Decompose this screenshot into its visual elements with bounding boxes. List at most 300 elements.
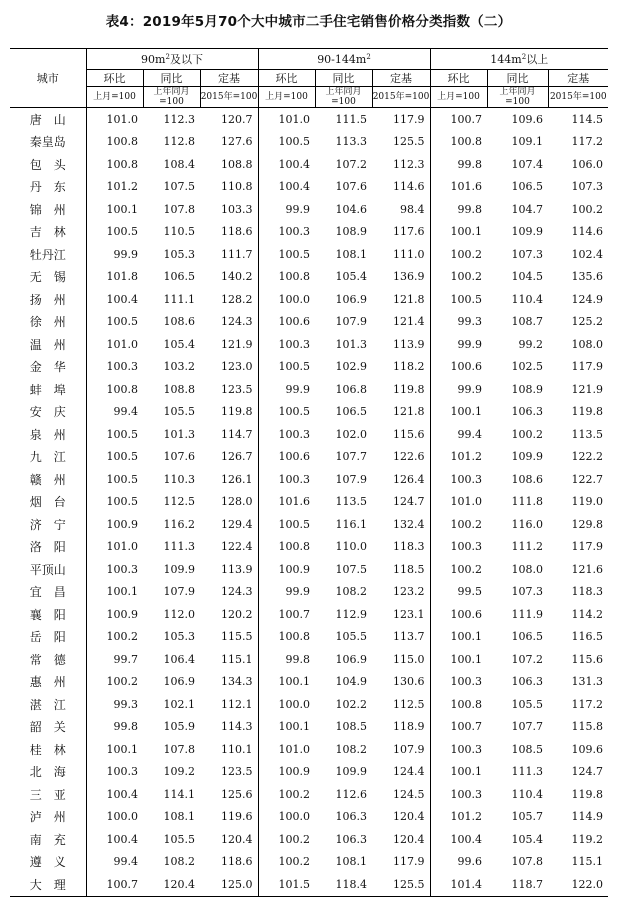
index-value: 99.7 bbox=[86, 648, 143, 671]
index-value: 100.4 bbox=[86, 828, 143, 851]
city-name: 洛 阳 bbox=[29, 540, 66, 555]
index-value: 110.8 bbox=[221, 180, 253, 194]
table-row bbox=[10, 108, 608, 131]
table-title: 表4：2019年5月70个大中城市二手住宅销售价格分类指数（二） bbox=[105, 14, 512, 30]
index-value: 116.1 bbox=[335, 517, 367, 531]
index-value: 118.3 bbox=[571, 585, 603, 599]
index-value: 110.3 bbox=[163, 472, 195, 486]
index-value: 102.0 bbox=[335, 427, 367, 441]
index-value: 111.0 bbox=[393, 247, 425, 261]
index-value: 102.1 bbox=[163, 697, 195, 711]
index-value: 124.3 bbox=[221, 585, 253, 599]
index-value: 108.0 bbox=[511, 562, 543, 576]
index-value: 113.3 bbox=[335, 135, 367, 149]
index-value: 121.4 bbox=[393, 315, 425, 329]
index-value: 100.3 bbox=[86, 558, 143, 581]
index-value: 113.9 bbox=[221, 562, 253, 576]
index-value: 109.9 bbox=[511, 450, 543, 464]
index-value: 101.6 bbox=[258, 491, 315, 514]
index-value: 120.4 bbox=[393, 832, 425, 846]
index-value: 99.8 bbox=[430, 198, 487, 221]
sub-header-mom: 环比 bbox=[430, 70, 487, 87]
index-value: 120.4 bbox=[143, 873, 200, 896]
base-header-yoy: 上年同月=100 bbox=[487, 87, 548, 108]
city-name: 桂 林 bbox=[29, 742, 66, 757]
index-value: 110.0 bbox=[335, 540, 367, 554]
table-row bbox=[10, 738, 608, 761]
index-value: 106.3 bbox=[335, 832, 367, 846]
index-value: 107.9 bbox=[393, 742, 425, 756]
sub-header-base: 定基 bbox=[372, 70, 430, 87]
table-row bbox=[10, 851, 608, 874]
index-value: 100.5 bbox=[258, 513, 315, 536]
index-value: 118.3 bbox=[393, 540, 425, 554]
city-name: 赣 州 bbox=[29, 472, 66, 487]
index-value: 99.8 bbox=[430, 153, 487, 176]
index-value: 100.3 bbox=[86, 761, 143, 784]
index-value: 119.8 bbox=[571, 787, 603, 801]
index-value: 107.8 bbox=[163, 202, 195, 216]
index-value: 118.6 bbox=[221, 225, 253, 239]
index-value: 123.2 bbox=[393, 585, 425, 599]
index-value: 105.9 bbox=[163, 720, 195, 734]
table-row bbox=[10, 513, 608, 536]
index-value: 100.2 bbox=[258, 783, 315, 806]
index-value: 135.6 bbox=[571, 270, 603, 284]
index-value: 104.7 bbox=[511, 202, 543, 216]
index-value: 100.2 bbox=[258, 851, 315, 874]
index-value: 101.0 bbox=[258, 738, 315, 761]
index-value: 118.6 bbox=[221, 855, 253, 869]
index-value: 118.2 bbox=[393, 360, 425, 374]
base-header-mom: 上月=100 bbox=[258, 87, 315, 108]
index-value: 124.5 bbox=[393, 787, 425, 801]
city-name: 金 华 bbox=[29, 360, 66, 375]
index-value: 131.3 bbox=[571, 675, 603, 689]
index-value: 113.5 bbox=[335, 495, 367, 509]
index-value: 100.7 bbox=[430, 108, 487, 131]
index-value: 112.9 bbox=[335, 607, 367, 621]
index-value: 122.2 bbox=[571, 450, 603, 464]
index-value: 124.3 bbox=[221, 315, 253, 329]
index-value: 99.9 bbox=[258, 581, 315, 604]
index-value: 132.4 bbox=[393, 517, 425, 531]
index-value: 103.2 bbox=[163, 360, 195, 374]
index-value: 100.8 bbox=[430, 131, 487, 154]
index-value: 114.3 bbox=[221, 720, 253, 734]
city-name: 泉 州 bbox=[29, 427, 66, 442]
index-value: 110.4 bbox=[511, 292, 543, 306]
index-value: 122.6 bbox=[393, 450, 425, 464]
index-value: 102.4 bbox=[571, 247, 603, 261]
index-value: 101.0 bbox=[86, 108, 143, 131]
sub-header-mom: 环比 bbox=[258, 70, 315, 87]
index-value: 100.1 bbox=[430, 761, 487, 784]
table-row bbox=[10, 828, 608, 851]
index-value: 100.1 bbox=[430, 401, 487, 424]
index-value: 115.5 bbox=[221, 630, 253, 644]
index-value: 99.9 bbox=[430, 333, 487, 356]
index-value: 126.1 bbox=[221, 472, 253, 486]
table-row bbox=[10, 311, 608, 334]
index-value: 99.6 bbox=[430, 851, 487, 874]
index-value: 100.6 bbox=[430, 356, 487, 379]
index-value: 117.2 bbox=[571, 697, 603, 711]
index-value: 115.8 bbox=[571, 720, 603, 734]
index-value: 104.6 bbox=[335, 202, 367, 216]
city-name: 大 理 bbox=[10, 873, 86, 896]
index-value: 99.8 bbox=[258, 648, 315, 671]
index-value: 107.3 bbox=[511, 247, 543, 261]
index-value: 108.6 bbox=[163, 315, 195, 329]
index-value: 99.9 bbox=[86, 243, 143, 266]
index-value: 104.5 bbox=[511, 270, 543, 284]
index-value: 100.4 bbox=[258, 176, 315, 199]
index-value: 105.5 bbox=[335, 630, 367, 644]
city-name: 吉 林 bbox=[29, 225, 66, 240]
index-value: 101.6 bbox=[430, 176, 487, 199]
index-value: 105.7 bbox=[511, 810, 543, 824]
index-value: 105.3 bbox=[163, 630, 195, 644]
index-value: 100.5 bbox=[86, 423, 143, 446]
index-value: 100.7 bbox=[86, 873, 143, 896]
city-name: 北 海 bbox=[29, 765, 66, 780]
index-value: 99.4 bbox=[86, 401, 143, 424]
table-row bbox=[10, 536, 608, 559]
city-name: 泸 州 bbox=[29, 810, 66, 825]
index-value: 106.5 bbox=[163, 270, 195, 284]
index-value: 113.9 bbox=[393, 337, 425, 351]
table-row bbox=[10, 626, 608, 649]
index-value: 106.5 bbox=[511, 630, 543, 644]
table-row bbox=[10, 873, 608, 896]
table-row bbox=[10, 648, 608, 671]
city-name: 无 锡 bbox=[29, 270, 66, 285]
index-value: 105.4 bbox=[163, 337, 195, 351]
index-value: 107.7 bbox=[335, 450, 367, 464]
index-value: 101.3 bbox=[335, 337, 367, 351]
index-value: 105.5 bbox=[163, 832, 195, 846]
index-value: 114.6 bbox=[393, 180, 425, 194]
index-value: 100.6 bbox=[258, 311, 315, 334]
index-value: 102.9 bbox=[335, 360, 367, 374]
index-value: 107.6 bbox=[163, 450, 195, 464]
index-value: 100.0 bbox=[258, 806, 315, 829]
index-value: 111.1 bbox=[163, 292, 195, 306]
city-name: 牡丹江 bbox=[29, 247, 66, 262]
index-value: 107.6 bbox=[335, 180, 367, 194]
index-value: 130.6 bbox=[393, 675, 425, 689]
index-value: 125.2 bbox=[571, 315, 603, 329]
index-value: 100.8 bbox=[430, 693, 487, 716]
table-row bbox=[10, 131, 608, 154]
index-value: 117.9 bbox=[571, 360, 603, 374]
index-value: 125.5 bbox=[393, 135, 425, 149]
city-name: 蚌 埠 bbox=[29, 382, 66, 397]
index-value: 108.5 bbox=[511, 742, 543, 756]
index-value: 101.2 bbox=[86, 176, 143, 199]
index-value: 110.1 bbox=[221, 742, 253, 756]
index-value: 105.5 bbox=[163, 405, 195, 419]
index-value: 100.3 bbox=[430, 783, 487, 806]
index-value: 119.2 bbox=[571, 832, 603, 846]
index-value: 118.5 bbox=[393, 562, 425, 576]
index-value: 107.3 bbox=[511, 585, 543, 599]
index-value: 108.2 bbox=[163, 855, 195, 869]
city-name: 锦 州 bbox=[29, 202, 66, 217]
index-value: 111.7 bbox=[221, 247, 253, 261]
index-value: 109.6 bbox=[511, 112, 543, 126]
index-value: 100.5 bbox=[86, 221, 143, 244]
index-value: 116.5 bbox=[571, 630, 603, 644]
index-value: 99.4 bbox=[430, 423, 487, 446]
index-value: 100.1 bbox=[430, 648, 487, 671]
index-value: 109.9 bbox=[163, 562, 195, 576]
index-value: 100.0 bbox=[86, 806, 143, 829]
index-value: 114.2 bbox=[571, 607, 603, 621]
city-name: 济 宁 bbox=[29, 517, 66, 532]
index-value: 100.8 bbox=[86, 378, 143, 401]
index-value: 100.3 bbox=[258, 423, 315, 446]
index-value: 101.0 bbox=[258, 108, 315, 131]
index-value: 100.2 bbox=[571, 202, 603, 216]
index-value: 140.2 bbox=[221, 270, 253, 284]
index-value: 108.5 bbox=[335, 720, 367, 734]
index-value: 115.1 bbox=[571, 855, 603, 869]
group-header-small: $90m^2$及以下 bbox=[86, 49, 258, 70]
index-value: 100.3 bbox=[86, 356, 143, 379]
index-value: 107.2 bbox=[511, 652, 543, 666]
index-value: 124.7 bbox=[571, 765, 603, 779]
index-value: 100.1 bbox=[86, 581, 143, 604]
index-value: 106.9 bbox=[163, 675, 195, 689]
index-value: 123.5 bbox=[221, 765, 253, 779]
table-row bbox=[10, 468, 608, 491]
index-value: 106.9 bbox=[335, 292, 367, 306]
index-value: 122.0 bbox=[548, 873, 608, 896]
index-value: 111.2 bbox=[511, 540, 543, 554]
table-row bbox=[10, 378, 608, 401]
index-value: 100.8 bbox=[258, 536, 315, 559]
table-row bbox=[10, 333, 608, 356]
index-value: 128.2 bbox=[221, 292, 253, 306]
base-header-2015: 2015年=100 bbox=[372, 87, 430, 108]
index-value: 114.5 bbox=[571, 112, 603, 126]
index-value: 100.0 bbox=[258, 288, 315, 311]
table-row bbox=[10, 558, 608, 581]
index-value: 115.1 bbox=[221, 652, 253, 666]
city-name: 九 江 bbox=[29, 450, 66, 465]
table-row bbox=[10, 401, 608, 424]
index-value: 106.5 bbox=[335, 405, 367, 419]
table-row bbox=[10, 221, 608, 244]
index-value: 114.6 bbox=[571, 225, 603, 239]
index-value: 116.2 bbox=[163, 517, 195, 531]
base-header-mom: 上月=100 bbox=[86, 87, 143, 108]
index-value: 107.4 bbox=[511, 157, 543, 171]
index-value: 99.9 bbox=[258, 378, 315, 401]
index-value: 100.3 bbox=[258, 333, 315, 356]
index-value: 122.4 bbox=[221, 540, 253, 554]
city-name: 扬 州 bbox=[29, 292, 66, 307]
index-value: 102.5 bbox=[511, 360, 543, 374]
index-value: 117.6 bbox=[393, 225, 425, 239]
index-value: 120.4 bbox=[221, 832, 253, 846]
index-value: 117.9 bbox=[393, 855, 425, 869]
index-value: 107.2 bbox=[335, 157, 367, 171]
index-value: 107.7 bbox=[511, 720, 543, 734]
index-value: 100.9 bbox=[86, 603, 143, 626]
index-value: 100.6 bbox=[430, 603, 487, 626]
price-index-table bbox=[10, 48, 608, 897]
index-value: 100.6 bbox=[258, 446, 315, 469]
index-value: 108.1 bbox=[335, 247, 367, 261]
index-value: 124.4 bbox=[393, 765, 425, 779]
index-value: 118.7 bbox=[487, 873, 548, 896]
index-value: 106.3 bbox=[335, 810, 367, 824]
table-row bbox=[10, 603, 608, 626]
index-value: 100.8 bbox=[258, 626, 315, 649]
index-value: 100.5 bbox=[86, 446, 143, 469]
index-value: 110.4 bbox=[511, 787, 543, 801]
city-name: 遵 义 bbox=[29, 855, 66, 870]
index-value: 100.5 bbox=[430, 288, 487, 311]
index-value: 100.2 bbox=[86, 671, 143, 694]
index-value: 100.3 bbox=[430, 671, 487, 694]
index-value: 106.9 bbox=[335, 652, 367, 666]
index-value: 114.7 bbox=[221, 427, 253, 441]
base-header-mom: 上月=100 bbox=[430, 87, 487, 108]
table-row bbox=[10, 806, 608, 829]
index-value: 99.5 bbox=[430, 581, 487, 604]
index-value: 108.1 bbox=[335, 855, 367, 869]
city-name: 襄 阳 bbox=[29, 607, 66, 622]
index-value: 100.3 bbox=[430, 536, 487, 559]
city-name: 秦皇岛 bbox=[29, 135, 66, 150]
index-value: 107.3 bbox=[571, 180, 603, 194]
table-row bbox=[10, 198, 608, 221]
index-value: 100.5 bbox=[86, 491, 143, 514]
index-value: 108.2 bbox=[335, 742, 367, 756]
index-value: 100.8 bbox=[86, 153, 143, 176]
index-value: 115.0 bbox=[393, 652, 425, 666]
index-value: 129.4 bbox=[221, 517, 253, 531]
index-value: 108.8 bbox=[221, 157, 253, 171]
index-value: 121.8 bbox=[393, 405, 425, 419]
table-row bbox=[10, 491, 608, 514]
index-value: 100.9 bbox=[258, 558, 315, 581]
index-value: 121.6 bbox=[571, 562, 603, 576]
index-value: 106.8 bbox=[335, 382, 367, 396]
index-value: 108.0 bbox=[571, 337, 603, 351]
base-header-2015: 2015年=100 bbox=[200, 87, 258, 108]
index-value: 107.8 bbox=[163, 742, 195, 756]
sub-header-mom: 环比 bbox=[86, 70, 143, 87]
index-value: 104.9 bbox=[335, 675, 367, 689]
index-value: 119.0 bbox=[571, 495, 603, 509]
index-value: 125.5 bbox=[372, 873, 430, 896]
index-value: 108.7 bbox=[511, 315, 543, 329]
table-row bbox=[10, 716, 608, 739]
city-name: 韶 关 bbox=[29, 720, 66, 735]
index-value: 100.1 bbox=[86, 198, 143, 221]
index-value: 99.3 bbox=[430, 311, 487, 334]
index-value: 99.9 bbox=[430, 378, 487, 401]
index-value: 100.3 bbox=[430, 738, 487, 761]
index-value: 101.5 bbox=[258, 873, 315, 896]
index-value: 123.1 bbox=[393, 607, 425, 621]
index-value: 121.9 bbox=[571, 382, 603, 396]
index-value: 100.4 bbox=[258, 153, 315, 176]
index-value: 101.8 bbox=[86, 266, 143, 289]
index-value: 117.9 bbox=[393, 112, 425, 126]
index-value: 99.8 bbox=[86, 716, 143, 739]
index-value: 100.7 bbox=[258, 603, 315, 626]
index-value: 119.8 bbox=[221, 405, 253, 419]
index-value: 105.5 bbox=[511, 697, 543, 711]
index-value: 109.6 bbox=[571, 742, 603, 756]
index-value: 129.8 bbox=[571, 517, 603, 531]
index-value: 124.7 bbox=[393, 495, 425, 509]
index-value: 100.4 bbox=[430, 828, 487, 851]
base-header-yoy: 上年同月=100 bbox=[143, 87, 200, 108]
index-value: 121.9 bbox=[221, 337, 253, 351]
city-name: 平顶山 bbox=[29, 562, 66, 577]
index-value: 111.3 bbox=[511, 765, 543, 779]
index-value: 100.1 bbox=[430, 626, 487, 649]
index-value: 115.6 bbox=[393, 427, 425, 441]
index-value: 112.3 bbox=[393, 157, 425, 171]
index-value: 111.5 bbox=[335, 112, 367, 126]
index-value: 108.8 bbox=[163, 382, 195, 396]
index-value: 103.3 bbox=[221, 202, 253, 216]
index-value: 100.4 bbox=[86, 783, 143, 806]
city-name: 唐 山 bbox=[29, 112, 66, 127]
index-value: 112.8 bbox=[163, 135, 195, 149]
index-value: 99.4 bbox=[86, 851, 143, 874]
index-value: 113.7 bbox=[393, 630, 425, 644]
city-name: 丹 东 bbox=[29, 180, 66, 195]
index-value: 100.2 bbox=[430, 513, 487, 536]
index-value: 105.3 bbox=[163, 247, 195, 261]
city-name: 常 德 bbox=[29, 652, 66, 667]
sub-header-yoy: 同比 bbox=[315, 70, 372, 87]
index-value: 106.5 bbox=[511, 180, 543, 194]
index-value: 100.5 bbox=[258, 243, 315, 266]
index-value: 106.3 bbox=[511, 405, 543, 419]
base-header-yoy: 上年同月=100 bbox=[315, 87, 372, 108]
index-value: 107.5 bbox=[163, 180, 195, 194]
table-row bbox=[10, 423, 608, 446]
index-value: 109.9 bbox=[511, 225, 543, 239]
table-row bbox=[10, 446, 608, 469]
table-body bbox=[10, 108, 608, 897]
index-value: 107.8 bbox=[511, 855, 543, 869]
index-value: 100.3 bbox=[258, 468, 315, 491]
index-value: 101.0 bbox=[86, 536, 143, 559]
index-value: 101.2 bbox=[430, 806, 487, 829]
index-value: 128.0 bbox=[221, 495, 253, 509]
index-value: 99.2 bbox=[518, 337, 543, 351]
index-value: 101.0 bbox=[86, 333, 143, 356]
index-value: 118.4 bbox=[315, 873, 372, 896]
index-value: 108.9 bbox=[511, 382, 543, 396]
index-value: 109.1 bbox=[511, 135, 543, 149]
table-row bbox=[10, 761, 608, 784]
city-name: 包 头 bbox=[29, 157, 66, 172]
index-value: 100.9 bbox=[86, 513, 143, 536]
index-value: 108.6 bbox=[511, 472, 543, 486]
